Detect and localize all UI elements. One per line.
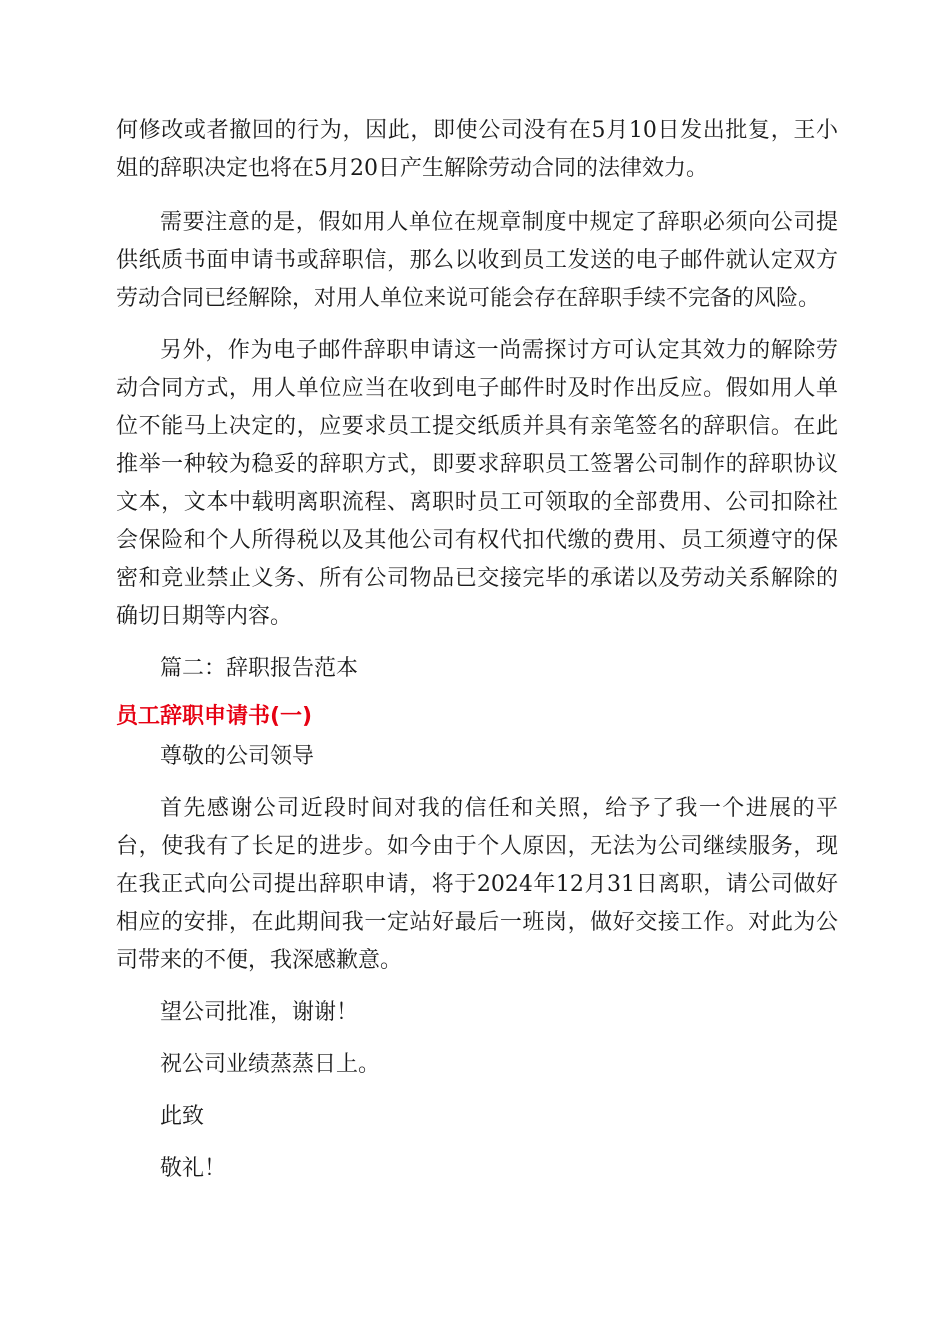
section-heading: 员工辞职申请书(一) xyxy=(116,704,313,729)
paragraph-continuation: 何修改或者撤回的行为，因此，即使公司没有在5月10日发出批复，王小姐的辞职决定也将在5月20日产生解除劳动合同的法律效力。 xyxy=(116,118,838,181)
paragraph-note: 需要注意的是，假如用人单位在规章制度中规定了辞职必须向公司提供纸质书面申请书或辞职信，那么以收到员工发送的电子邮件就认定双方劳动合同已经解除，对用人单位来说可能会存在辞职手续不完备的风险。 xyxy=(116,210,838,311)
letter-wish: 祝公司业绩蒸蒸日上。 xyxy=(160,1052,381,1077)
letter-body: 首先感谢公司近段时间对我的信任和关照，给予了我一个进展的平台，使我有了长足的进步。如今由于个人原因，无法为公司继续服务，现在我正式向公司提出辞职申请，将于2024年12月31日离职，请公司做好相应的安排，在此期间我一定站好最后一班岗，做好交接工作。对此为公司带来的不便，我深感歉意。 xyxy=(116,796,838,973)
document-body xyxy=(116,112,838,1188)
letter-salutation: 尊敬的公司领导 xyxy=(160,744,315,769)
letter-closing-salute: 敬礼！ xyxy=(160,1156,227,1181)
letter-closing-regards: 此致 xyxy=(160,1104,205,1129)
letter-request: 望公司批准，谢谢！ xyxy=(160,1000,359,1025)
section-subtitle: 篇二：辞职报告范本 xyxy=(160,656,359,681)
paragraph-advice: 另外，作为电子邮件辞职申请这一尚需探讨方可认定其效力的解除劳动合同方式，用人单位应当在收到电子邮件时及时作出反应。假如用人单位不能马上决定的，应要求员工提交纸质并具有亲笔签名的辞职信。在此推举一种较为稳妥的辞职方式，即要求辞职员工签署公司制作的辞职协议文本，文本中载明离职流程、离职时员工可领取的全部费用、公司扣除社会保险和个人所得税以及其他公司有权代扣代缴的费用、员工须遵守的保密和竞业禁止义务、所有公司物品已交接完毕的承诺以及劳动关系解除的确切日期等内容。 xyxy=(116,338,838,629)
